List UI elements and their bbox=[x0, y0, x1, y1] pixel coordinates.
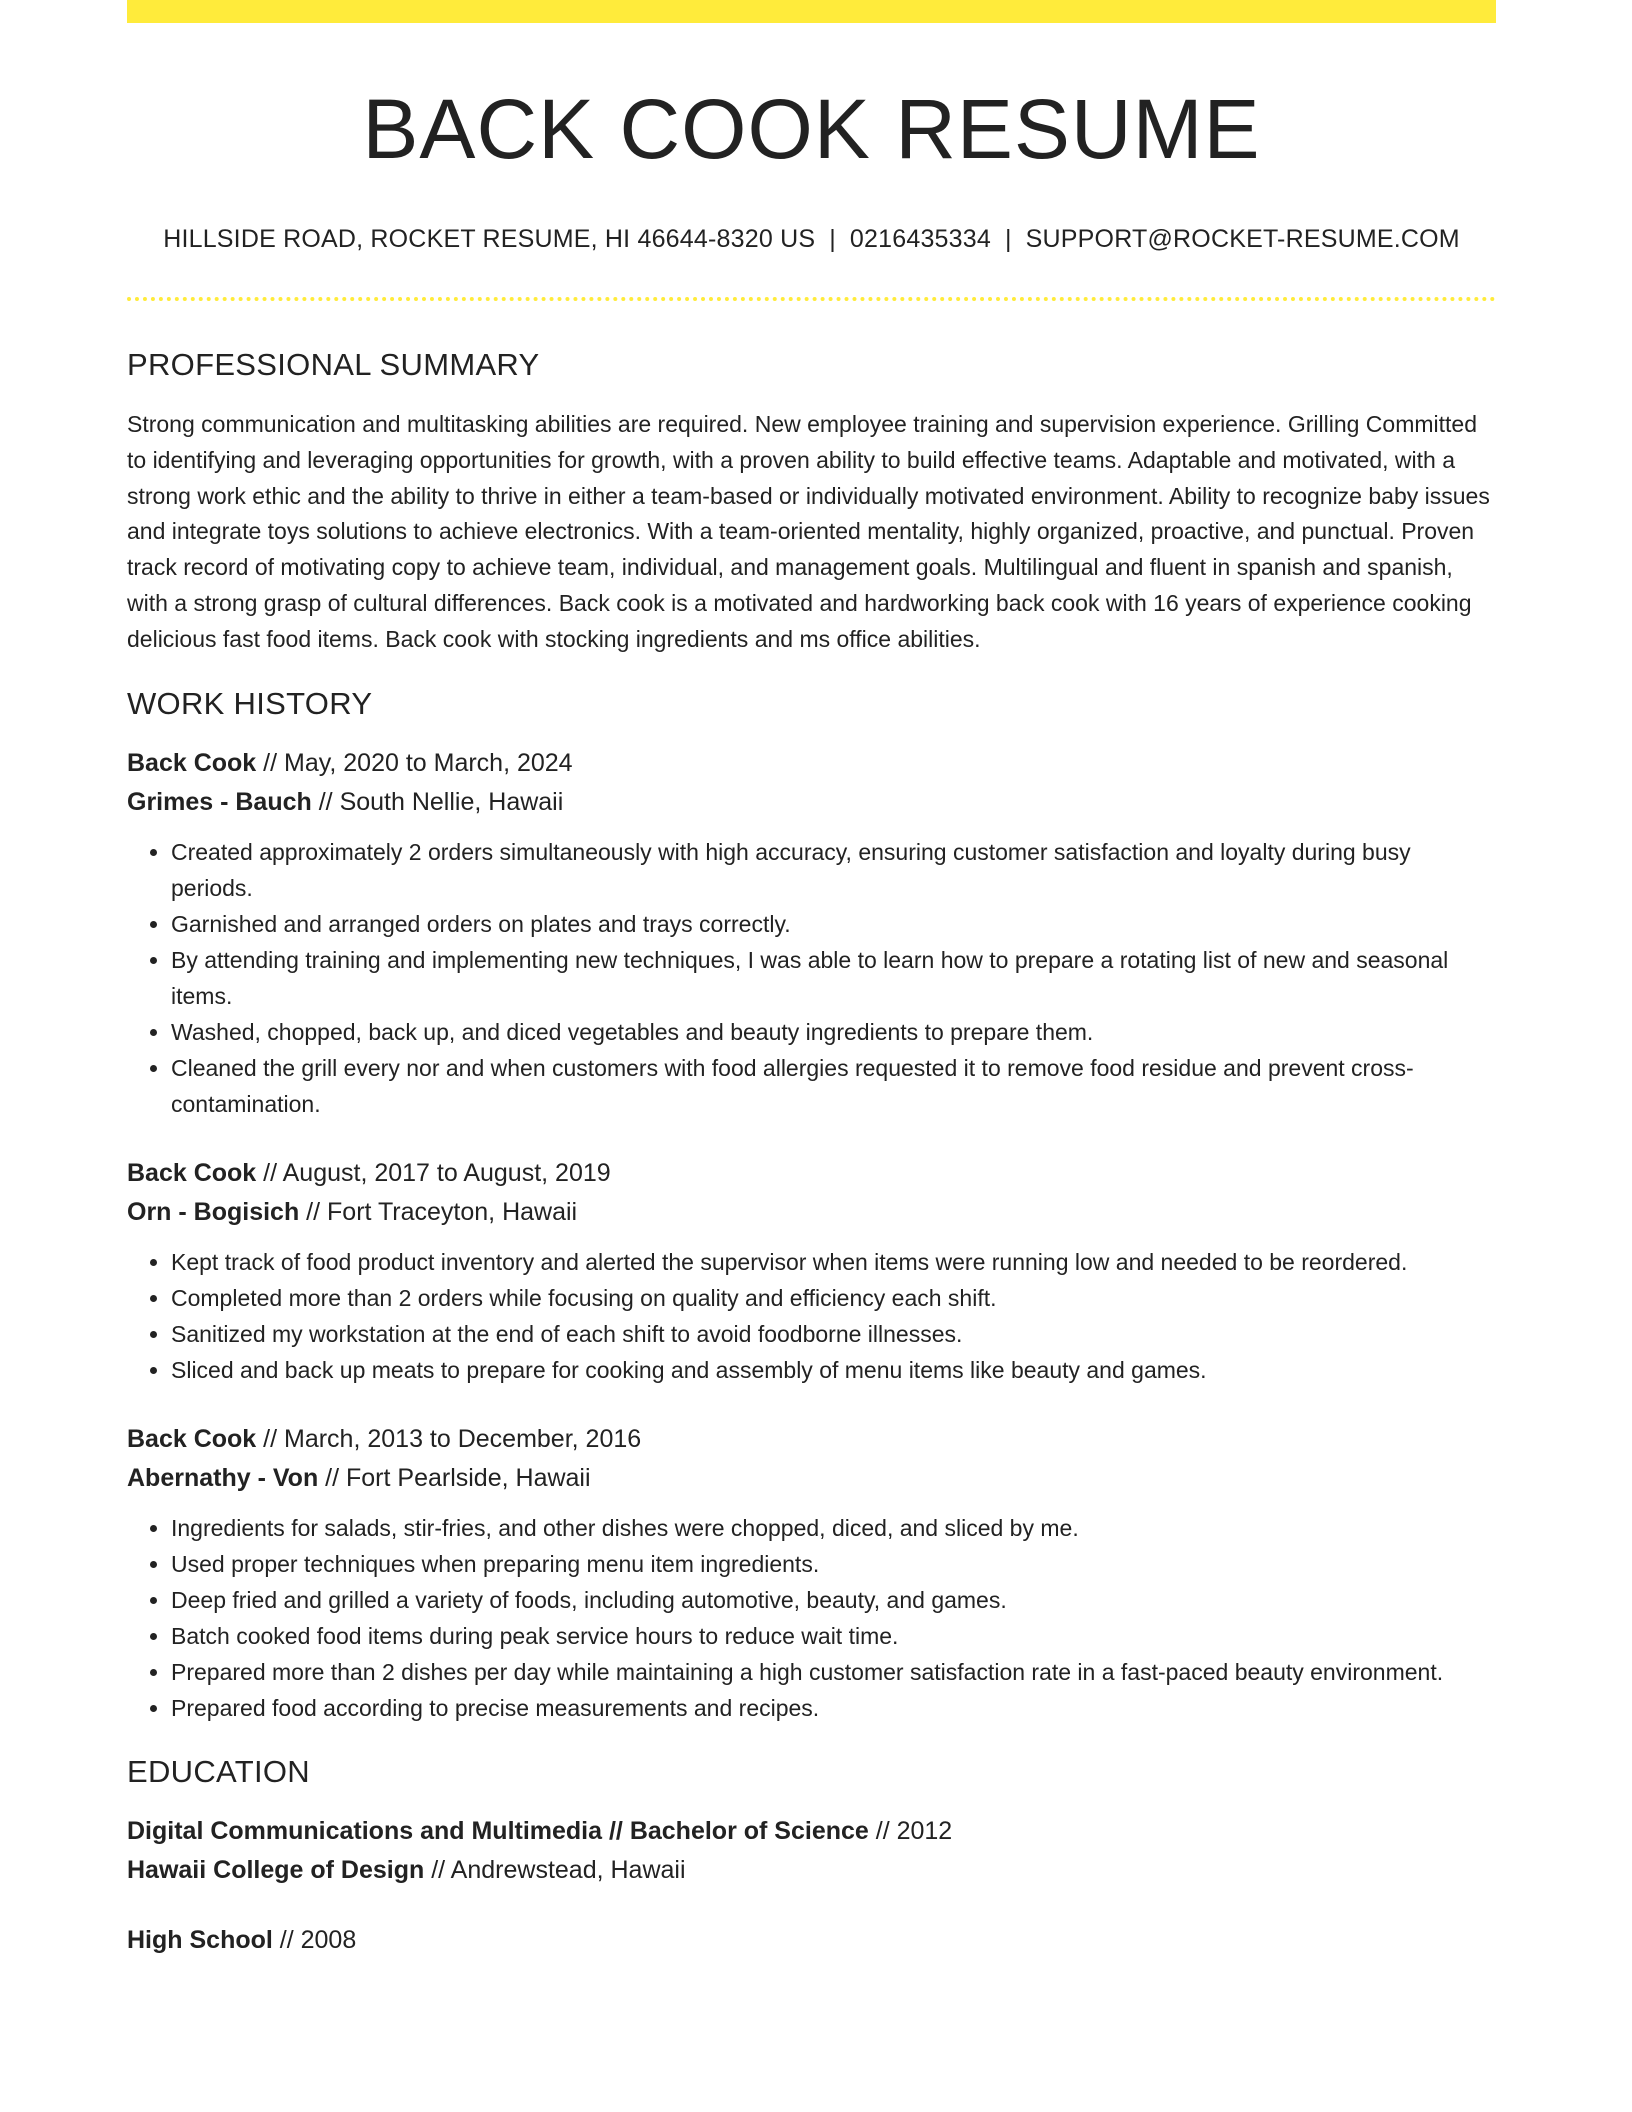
degree-line bbox=[127, 1921, 1496, 1960]
job-location: // South Nellie, Hawaii bbox=[311, 787, 564, 816]
duty-item: • Used proper techniques when preparing menu item ingredients. bbox=[171, 1546, 1496, 1582]
resume-title: BACK COOK RESUME bbox=[362, 82, 1261, 176]
job-location: // Fort Traceyton, Hawaii bbox=[299, 1197, 578, 1226]
contact-separator: | bbox=[829, 225, 836, 253]
degree: Digital Communications and Multimedia // Bachelor of Science bbox=[127, 1816, 869, 1845]
degree: High School bbox=[127, 1925, 273, 1954]
email[interactable]: SUPPORT@ROCKET-RESUME.COM bbox=[1025, 225, 1460, 253]
job-company-line bbox=[127, 1193, 1496, 1232]
duty-item: • Cleaned the grill every nor and when customers with food allergies requested it to remove food residue and prevent cross-contamination. bbox=[171, 1050, 1496, 1122]
phone: 0216435334 bbox=[849, 225, 991, 253]
school-name: Hawaii College of Design bbox=[127, 1855, 425, 1884]
contact-line bbox=[127, 221, 1496, 257]
duty-item: • By attending training and implementing new techniques, I was able to learn how to prepare a rotating list of new and seasonal items. bbox=[171, 942, 1496, 1014]
duty-item: • Created approximately 2 orders simultaneously with high accuracy, ensuring customer satisfaction and loyalty during busy periods. bbox=[171, 834, 1496, 906]
job-dates: // May, 2020 to March, 2024 bbox=[256, 748, 573, 777]
duty-item: • Kept track of food product inventory and alerted the supervisor when items were running low and needed to be reordered. bbox=[171, 1244, 1496, 1280]
duty-item: • Completed more than 2 orders while focusing on quality and efficiency each shift. bbox=[171, 1280, 1496, 1316]
job-role: Back Cook bbox=[127, 748, 257, 777]
job-duties bbox=[127, 1244, 1496, 1388]
graduation-year: // 2008 bbox=[272, 1925, 357, 1954]
job-title-line bbox=[127, 744, 1496, 783]
duty-item: • Deep fried and grilled a variety of foods, including automotive, beauty, and games. bbox=[171, 1582, 1496, 1618]
job-company: Grimes - Bauch bbox=[127, 787, 312, 816]
duty-item: • Sliced and back up meats to prepare for cooking and assembly of menu items like beauty and games. bbox=[171, 1352, 1496, 1388]
duty-item: • Prepared more than 2 dishes per day while maintaining a high customer satisfaction rate in a fast-paced beauty environment. bbox=[171, 1654, 1496, 1690]
summary-heading: PROFESSIONAL SUMMARY bbox=[127, 347, 540, 382]
education-entry bbox=[127, 1812, 1496, 1890]
job-company-line bbox=[127, 783, 1496, 822]
job-entry bbox=[127, 744, 1496, 1122]
duty-item: • Prepared food according to precise measurements and recipes. bbox=[171, 1690, 1496, 1726]
job-title-line bbox=[127, 1154, 1496, 1193]
job-dates: // March, 2013 to December, 2016 bbox=[256, 1424, 642, 1453]
job-company-line bbox=[127, 1459, 1496, 1498]
education-entry bbox=[127, 1921, 1496, 1960]
job-duties bbox=[127, 1510, 1496, 1726]
duty-item: • Batch cooked food items during peak service hours to reduce wait time. bbox=[171, 1618, 1496, 1654]
job-dates: // August, 2017 to August, 2019 bbox=[256, 1158, 611, 1187]
school-location: // Andrewstead, Hawaii bbox=[424, 1855, 686, 1884]
graduation-year: // 2012 bbox=[868, 1816, 953, 1845]
duty-item: • Garnished and arranged orders on plates and trays correctly. bbox=[171, 906, 1496, 942]
job-entry bbox=[127, 1420, 1496, 1726]
resume-page bbox=[127, 23, 1496, 1960]
summary-text: Strong communication and multitasking abilities are required. New employee training and supervision experience. Grilling Committed to identifying and leveraging opportunities for growth, with a proven ability to build effective teams. Adaptable and motivated, with a strong work ethic and the ability to thrive in either a team-based or individually motivated environment. Ability to recognize baby issues and integrate toys solutions to achieve electronics. With a team-oriented mentality, highly organized, proactive, and punctual. Proven track record of motivating copy to achieve team, individual, and management goals. Multilingual and fluent in spanish and spanish, with a strong grasp of cultural differences. Back cook is a motivated and hardworking back cook with 16 years of experience cooking delicious fast food items. Back cook with stocking ingredients and ms office abilities. bbox=[127, 411, 1490, 652]
job-role: Back Cook bbox=[127, 1158, 257, 1187]
duty-item: • Sanitized my workstation at the end of each shift to avoid foodborne illnesses. bbox=[171, 1316, 1496, 1352]
school-line bbox=[127, 1851, 1496, 1890]
accent-bar bbox=[127, 0, 1496, 23]
address: HILLSIDE ROAD, ROCKET RESUME, HI 46644-8320 US bbox=[163, 225, 816, 253]
education-heading: EDUCATION bbox=[127, 1753, 310, 1789]
contact-separator: | bbox=[1004, 225, 1012, 253]
degree-line bbox=[127, 1812, 1496, 1851]
duty-item: • Ingredients for salads, stir-fries, and other dishes were chopped, diced, and sliced by me. bbox=[171, 1510, 1496, 1546]
job-company: Orn - Bogisich bbox=[127, 1197, 300, 1226]
dotted-divider bbox=[127, 297, 1496, 301]
job-title-line bbox=[127, 1420, 1496, 1459]
work-history-heading: WORK HISTORY bbox=[127, 685, 373, 721]
job-entry bbox=[127, 1154, 1496, 1388]
job-company: Abernathy - Von bbox=[127, 1463, 319, 1492]
job-duties bbox=[127, 834, 1496, 1122]
job-location: // Fort Pearlside, Hawaii bbox=[318, 1463, 591, 1492]
job-role: Back Cook bbox=[127, 1424, 257, 1453]
duty-item: • Washed, chopped, back up, and diced vegetables and beauty ingredients to prepare them. bbox=[171, 1014, 1496, 1050]
